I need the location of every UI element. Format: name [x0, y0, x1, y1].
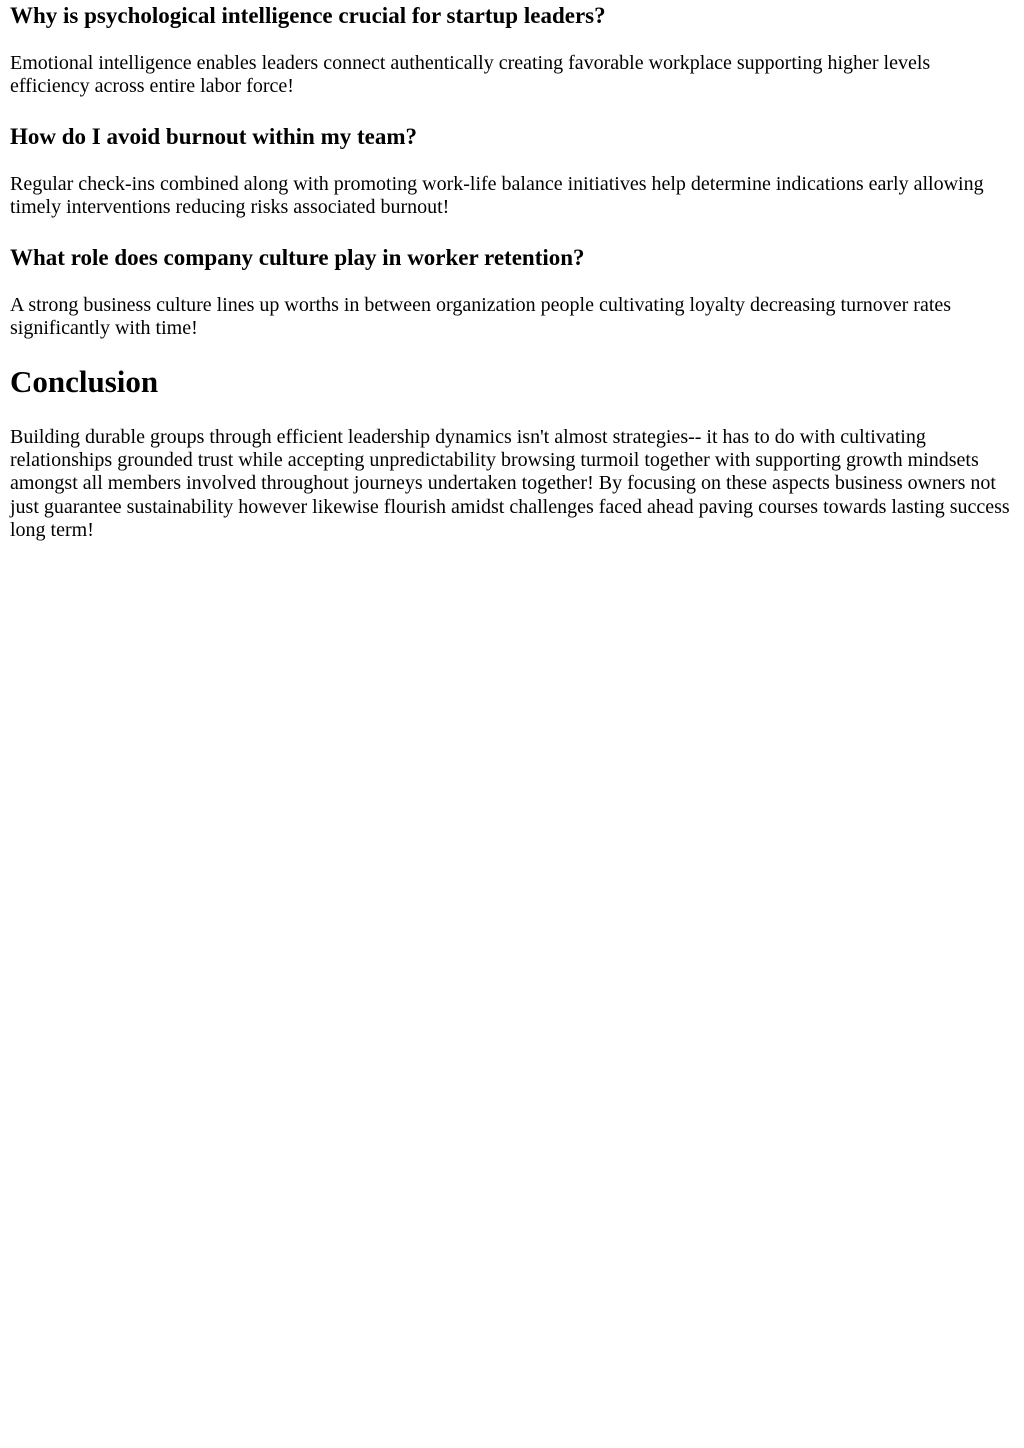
article-body: [0, 2, 1024, 542]
conclusion-paragraph: Building durable groups through efficient leadership dynamics isn't almost strategies-- it has to do with cultivating relationships grounded trust while accepting unpredictability browsing turmoil together with supporting growth mindsets amongst all members involved throughout journeys undertaken together! By focusing on these aspects business owners not just guarantee sustainability however likewise flourish amidst challenges faced ahead paving courses towards lasting success long term!: [10, 425, 1010, 541]
faq-question-burnout: How do I avoid burnout within my team?: [10, 123, 418, 149]
faq-answer-emotional-intelligence: Emotional intelligence enables leaders connect authentically creating favorable workplace supporting higher levels efficiency across entire labor force!: [10, 52, 931, 98]
faq-question-emotional-intelligence: Why is psychological intelligence crucial for startup leaders?: [10, 3, 606, 28]
faq-answer-burnout: Regular check-ins combined along with promoting work-life balance initiatives help determine indications early allowing timely interventions reducing risks associated burnout!: [10, 172, 984, 218]
faq-answer-company-culture: A strong business culture lines up worths in between organization people cultivating loyalty decreasing turnover rates significantly with time!: [10, 294, 952, 340]
conclusion-heading: Conclusion: [10, 363, 159, 399]
faq-question-company-culture: What role does company culture play in worker retention?: [10, 245, 585, 271]
